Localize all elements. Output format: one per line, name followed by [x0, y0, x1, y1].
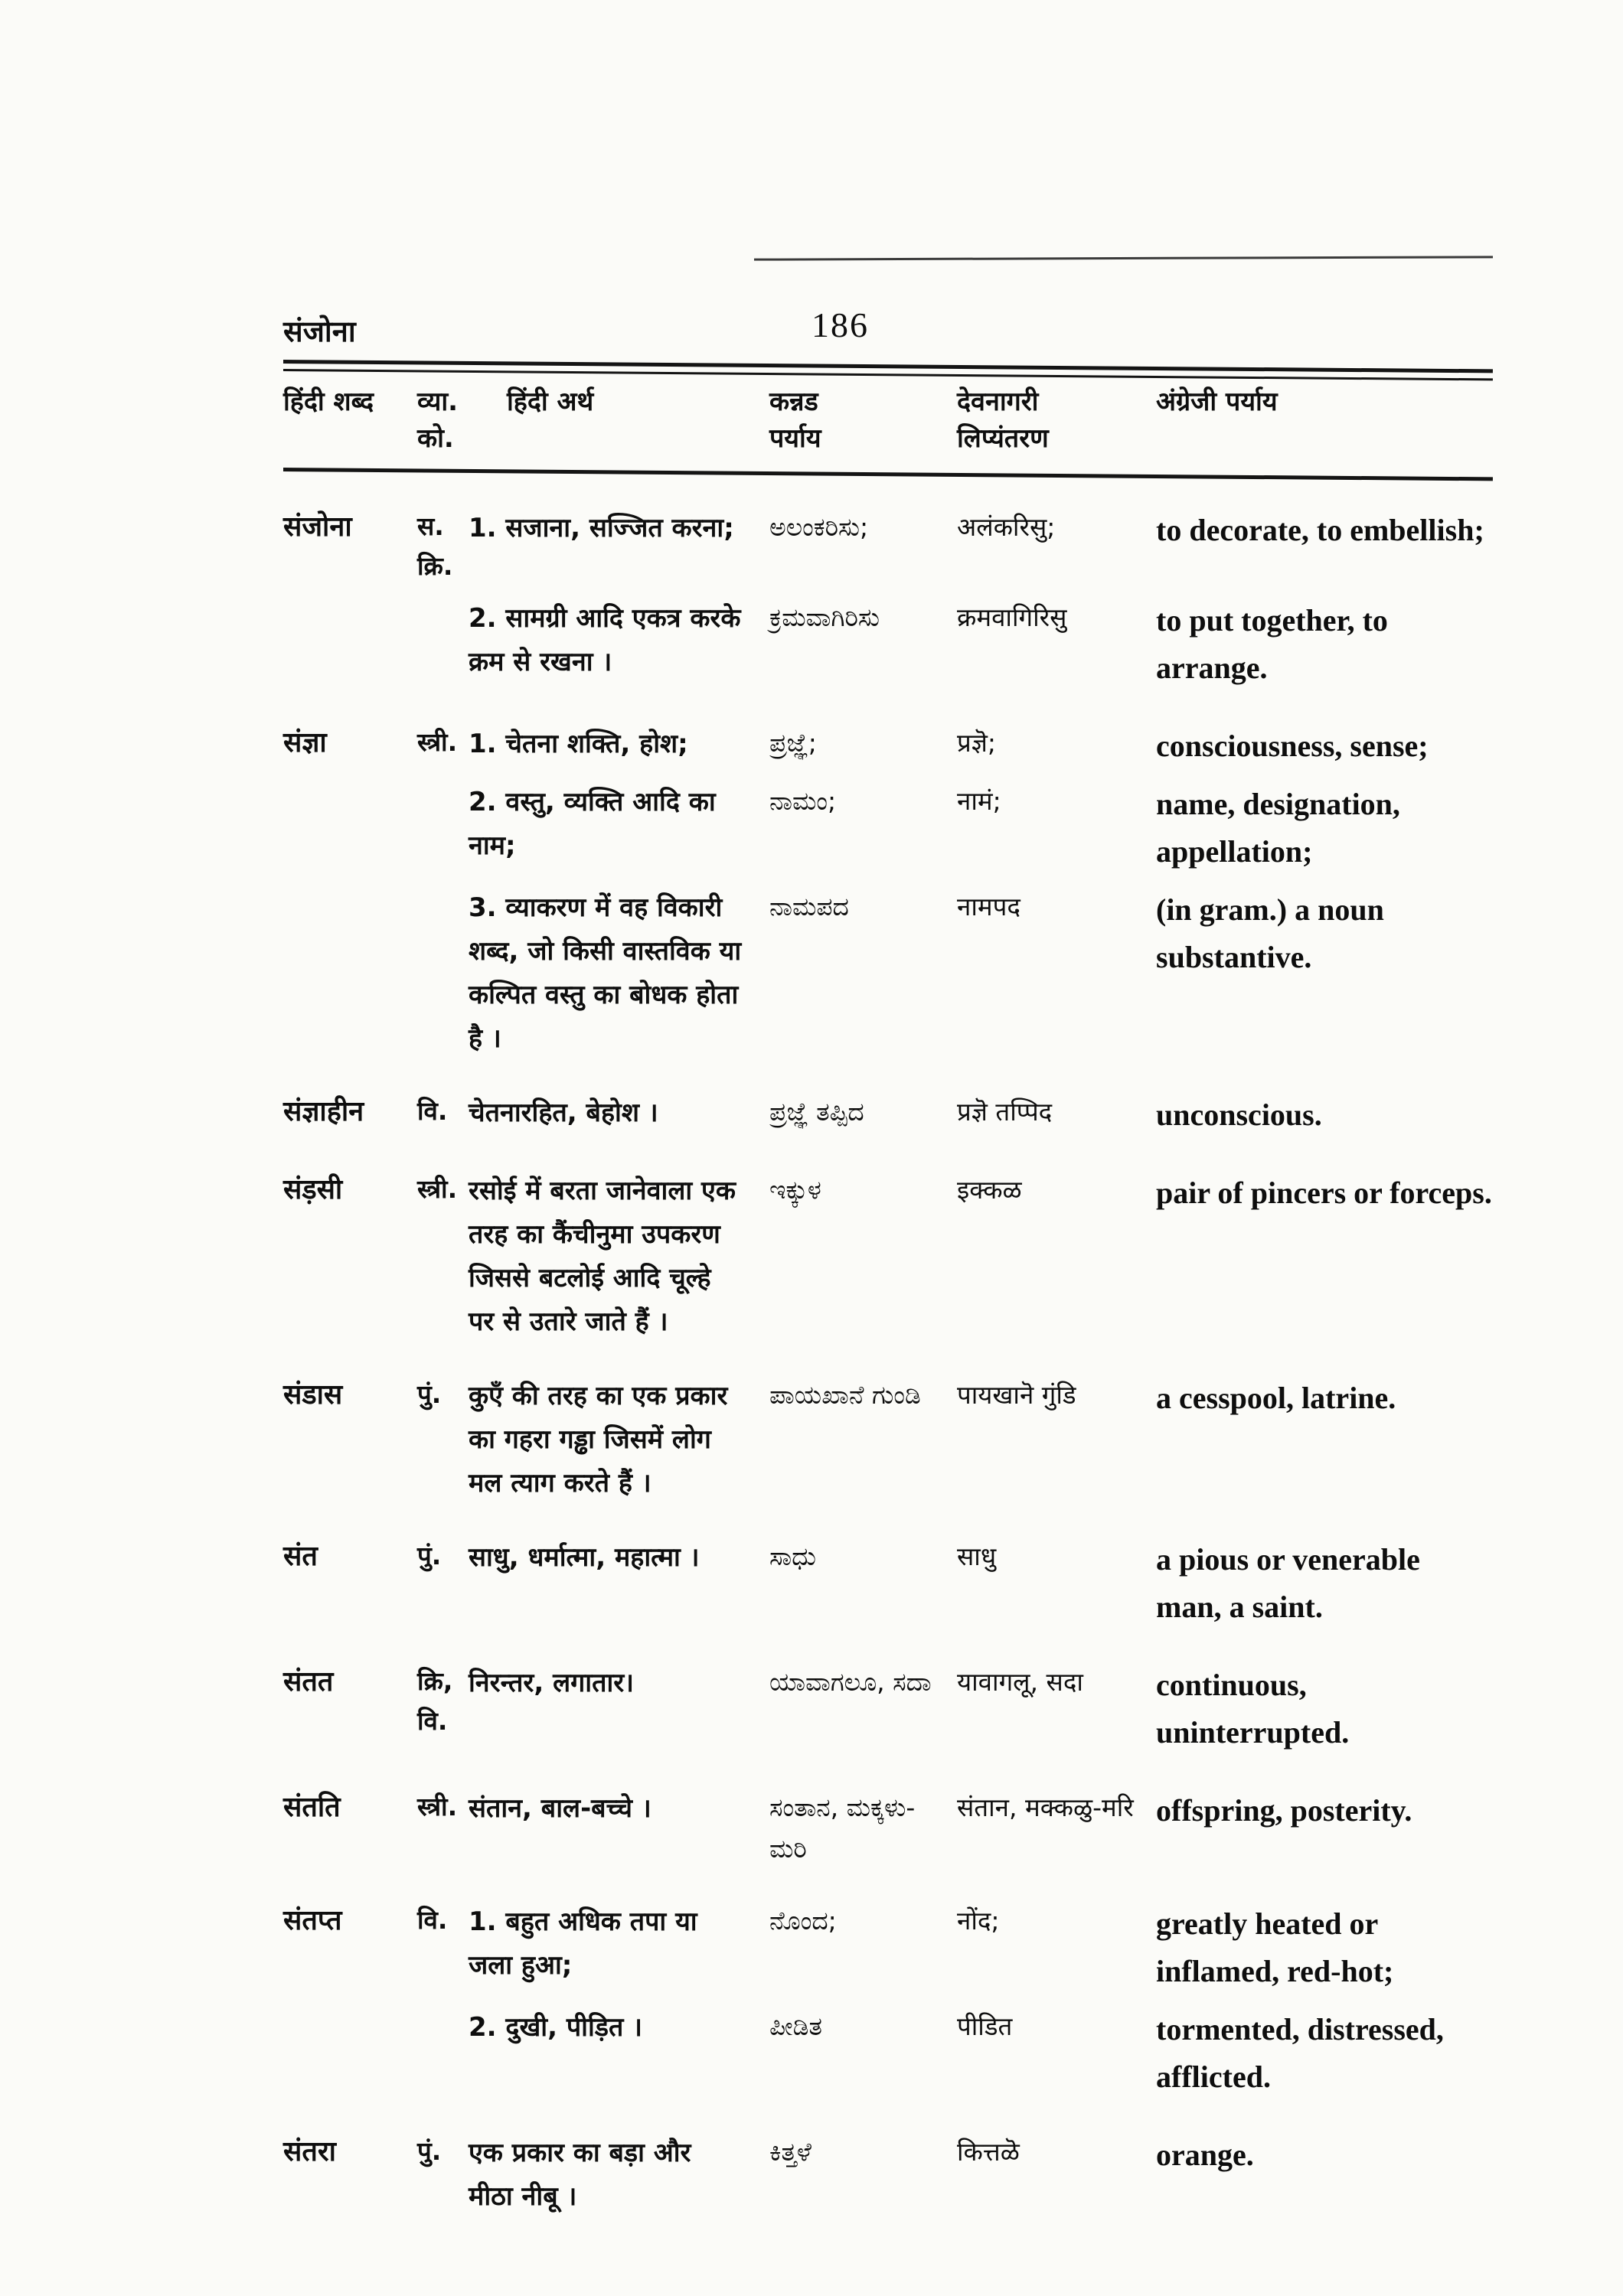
sense-row	[283, 1536, 1493, 1631]
dictionary-entry	[283, 722, 1493, 1061]
kannada-equivalent: ಪ್ರಜ್ಞೆ ತಪ್ಪಿದ	[769, 1097, 864, 1127]
dictionary-entry	[283, 1169, 1493, 1344]
devanagari-transliteration: नामं;	[957, 786, 1001, 816]
english-equivalent: a cesspool, latrine.	[1156, 1381, 1396, 1415]
kannada-equivalent: ನಾಮಂ;	[769, 786, 837, 816]
kannada-equivalent: ಕ್ರಮವಾಗಿರಿಸು	[769, 602, 880, 632]
dictionary-entry	[283, 507, 1493, 692]
dictionary-entry	[283, 1375, 1493, 1505]
grammar-line: वि.	[417, 1096, 448, 1126]
headword: संतति	[283, 1792, 341, 1823]
kannada-equivalent: ಸಾಧು	[769, 1541, 816, 1571]
column-header-hindi-meaning: हिंदी अर्थ	[507, 386, 594, 417]
sense-row	[283, 781, 1493, 876]
page-header	[283, 305, 1493, 360]
english-equivalent: greatly heated or inflamed, red-hot;	[1156, 1906, 1394, 1988]
devanagari-transliteration: यावागलू, सदा	[957, 1667, 1083, 1697]
english-equivalent: offspring, posterity.	[1156, 1793, 1412, 1828]
devanagari-transliteration: इक्कळ	[957, 1175, 1022, 1205]
page-number: 186	[812, 305, 869, 344]
grammar-line: पुं.	[417, 1541, 442, 1570]
english-equivalent: orange.	[1156, 2138, 1254, 2172]
devanagari-transliteration: पायखानॆ गुंडि	[957, 1380, 1076, 1410]
english-equivalent: tormented, distressed, afflicted.	[1156, 2012, 1444, 2094]
kannada-equivalent: ಪಾಯಖಾನೆ ಗುಂಡಿ	[769, 1380, 921, 1410]
page-content	[283, 305, 1493, 2249]
headword: संजोना	[283, 511, 352, 543]
grammar-line: वि.	[417, 1905, 448, 1935]
header-bottom-rule	[283, 468, 1493, 481]
entries	[283, 507, 1493, 2219]
grammar-label	[417, 507, 469, 586]
column-header-english: अंग्रेजी पर्याय	[1156, 386, 1278, 417]
english-equivalent: continuous, uninterrupted.	[1156, 1668, 1350, 1750]
devanagari-transliteration: प्रज्ञॆ तप्पिद	[957, 1097, 1053, 1127]
hindi-meaning: एक प्रकार का बड़ा और मीठा नीबू ।	[469, 2138, 691, 2212]
kannada-equivalent: ನೊಂದ;	[769, 1906, 837, 1936]
column-header-devanagari: देवनागरी लिप्यंतरण	[957, 386, 1049, 454]
column-header-grammar: व्या. को.	[417, 386, 459, 454]
hindi-meaning: 2. सामग्री आदि एकत्र करके क्रम से रखना ।	[469, 603, 741, 677]
hindi-meaning: 1. सजाना, सज्जित करना;	[469, 513, 734, 543]
grammar-label	[417, 1787, 469, 1827]
devanagari-transliteration: साधु	[957, 1541, 997, 1571]
kannada-equivalent: ಅಲಂಕರಿಸು;	[769, 512, 869, 542]
dictionary-entry	[283, 1536, 1493, 1631]
hindi-meaning: निरन्तर, लगातार।	[469, 1668, 635, 1698]
grammar-line: वि.	[417, 1706, 448, 1736]
english-equivalent: (in gram.) a noun substantive.	[1156, 892, 1384, 974]
english-equivalent: name, designation, appellation;	[1156, 787, 1400, 869]
grammar-line: पुं.	[417, 1379, 442, 1409]
devanagari-transliteration: क्रमवागिरिसु	[957, 602, 1067, 632]
hindi-meaning: 2. दुखी, पीड़ित ।	[469, 2012, 643, 2043]
sense-row	[283, 1787, 1493, 1870]
english-equivalent: to decorate, to embellish;	[1156, 513, 1484, 547]
grammar-label	[417, 1536, 469, 1576]
grammar-line: स्त्री.	[417, 1792, 458, 1821]
hindi-meaning: कुएँ की तरह का एक प्रकार का गहरा गड्ढा जिसमें लोग मल त्याग करते हैं ।	[469, 1381, 728, 1499]
sense-row	[283, 1900, 1493, 1995]
headword: संतरा	[283, 2136, 336, 2167]
devanagari-transliteration: प्रज्ञॆ;	[957, 728, 997, 758]
hindi-meaning: साधु, धर्मात्मा, महात्मा ।	[469, 1542, 700, 1573]
headword: संतप्त	[283, 1905, 342, 1936]
english-equivalent: consciousness, sense;	[1156, 729, 1429, 763]
headword: संज्ञाहीन	[283, 1096, 364, 1127]
english-equivalent: pair of pincers or forceps.	[1156, 1176, 1492, 1210]
grammar-line: पुं.	[417, 2136, 442, 2166]
dictionary-entry	[283, 1662, 1493, 1756]
kannada-equivalent: ಪೀಡಿತ	[769, 2011, 822, 2041]
sense-row	[283, 597, 1493, 692]
hindi-meaning: 2. वस्तु, व्यक्ति आदि का नाम;	[469, 787, 716, 861]
header-double-rule	[283, 360, 1493, 371]
kannada-equivalent: ಕಿತ್ತಳೆ	[769, 2137, 812, 2167]
grammar-label	[417, 722, 469, 762]
sense-row	[283, 1091, 1493, 1139]
grammar-label	[417, 1662, 469, 1741]
grammar-line: स्त्री.	[417, 1174, 458, 1204]
dictionary-entry	[283, 1091, 1493, 1139]
devanagari-transliteration: नामपद	[957, 892, 1020, 921]
devanagari-transliteration: नोंद;	[957, 1906, 1000, 1936]
devanagari-transliteration: अलंकरिसु;	[957, 512, 1056, 542]
grammar-line: स्त्री.	[417, 727, 458, 757]
headword: संज्ञा	[283, 727, 327, 758]
kannada-equivalent: ಪ್ರಜ್ಞೆ;	[769, 728, 817, 758]
top-partial-rule	[754, 256, 1493, 260]
dictionary-entry	[283, 1900, 1493, 2101]
sense-row	[283, 2006, 1493, 2101]
grammar-line: स.	[417, 511, 444, 541]
column-headers	[283, 383, 1493, 457]
column-header-hindi-word: हिंदी शब्द	[283, 386, 374, 417]
english-equivalent: unconscious.	[1156, 1097, 1322, 1132]
kannada-equivalent: ಸಂತಾನ, ಮಕ್ಕಳು-ಮರಿ	[769, 1792, 916, 1864]
hindi-meaning: संतान, बाल-बच्चे ।	[469, 1793, 651, 1824]
kannada-equivalent: ಇಕ್ಕುಳ	[769, 1175, 821, 1205]
hindi-meaning: रसोई में बरता जानेवाला एक तरह का कैंचीनुमा उपकरण जिससे बटलोई आदि चूल्हे पर से उतारे जाते हैं ।	[469, 1176, 736, 1337]
dictionary-entry	[283, 2131, 1493, 2219]
grammar-label	[417, 1091, 469, 1131]
dictionary-entry	[283, 1787, 1493, 1870]
grammar-label	[417, 2131, 469, 2171]
kannada-equivalent: ಯಾವಾಗಲೂ, ಸದಾ	[769, 1667, 932, 1697]
devanagari-transliteration: संतान, मक्कळु-मरि	[957, 1792, 1134, 1822]
english-equivalent: to put together, to arrange.	[1156, 603, 1388, 685]
grammar-line: क्रि,	[417, 1666, 453, 1696]
headword: संतत	[283, 1666, 334, 1698]
headword: संड़सी	[283, 1174, 343, 1205]
kannada-equivalent: ನಾಮಪದ	[769, 892, 849, 921]
sense-row	[283, 1169, 1493, 1344]
sense-row	[283, 1662, 1493, 1756]
grammar-line: क्रि.	[417, 551, 453, 581]
grammar-label	[417, 1375, 469, 1414]
headword: संडास	[283, 1379, 343, 1411]
hindi-meaning: 1. बहुत अधिक तपा या जला हुआ;	[469, 1906, 697, 1981]
devanagari-transliteration: पीडित	[957, 2011, 1013, 2041]
sense-row	[283, 1375, 1493, 1505]
grammar-label	[417, 1169, 469, 1209]
headword: संत	[283, 1541, 318, 1572]
grammar-label	[417, 1900, 469, 1940]
running-head: संजोना	[283, 315, 356, 348]
hindi-meaning: चेतनारहित, बेहोश ।	[469, 1097, 658, 1128]
devanagari-transliteration: कित्तळॆ	[957, 2137, 1020, 2167]
column-header-kannada: कन्नड पर्याय	[769, 386, 821, 454]
english-equivalent: a pious or venerable man, a saint.	[1156, 1542, 1420, 1624]
sense-row	[283, 722, 1493, 770]
sense-row	[283, 507, 1493, 586]
hindi-meaning: 1. चेतना शक्ति, होश;	[469, 729, 688, 759]
sense-row	[283, 886, 1493, 1061]
sense-row	[283, 2131, 1493, 2219]
hindi-meaning: 3. व्याकरण में वह विकारी शब्द, जो किसी वास्तविक या कल्पित वस्तु का बोधक होता है ।	[469, 892, 742, 1054]
